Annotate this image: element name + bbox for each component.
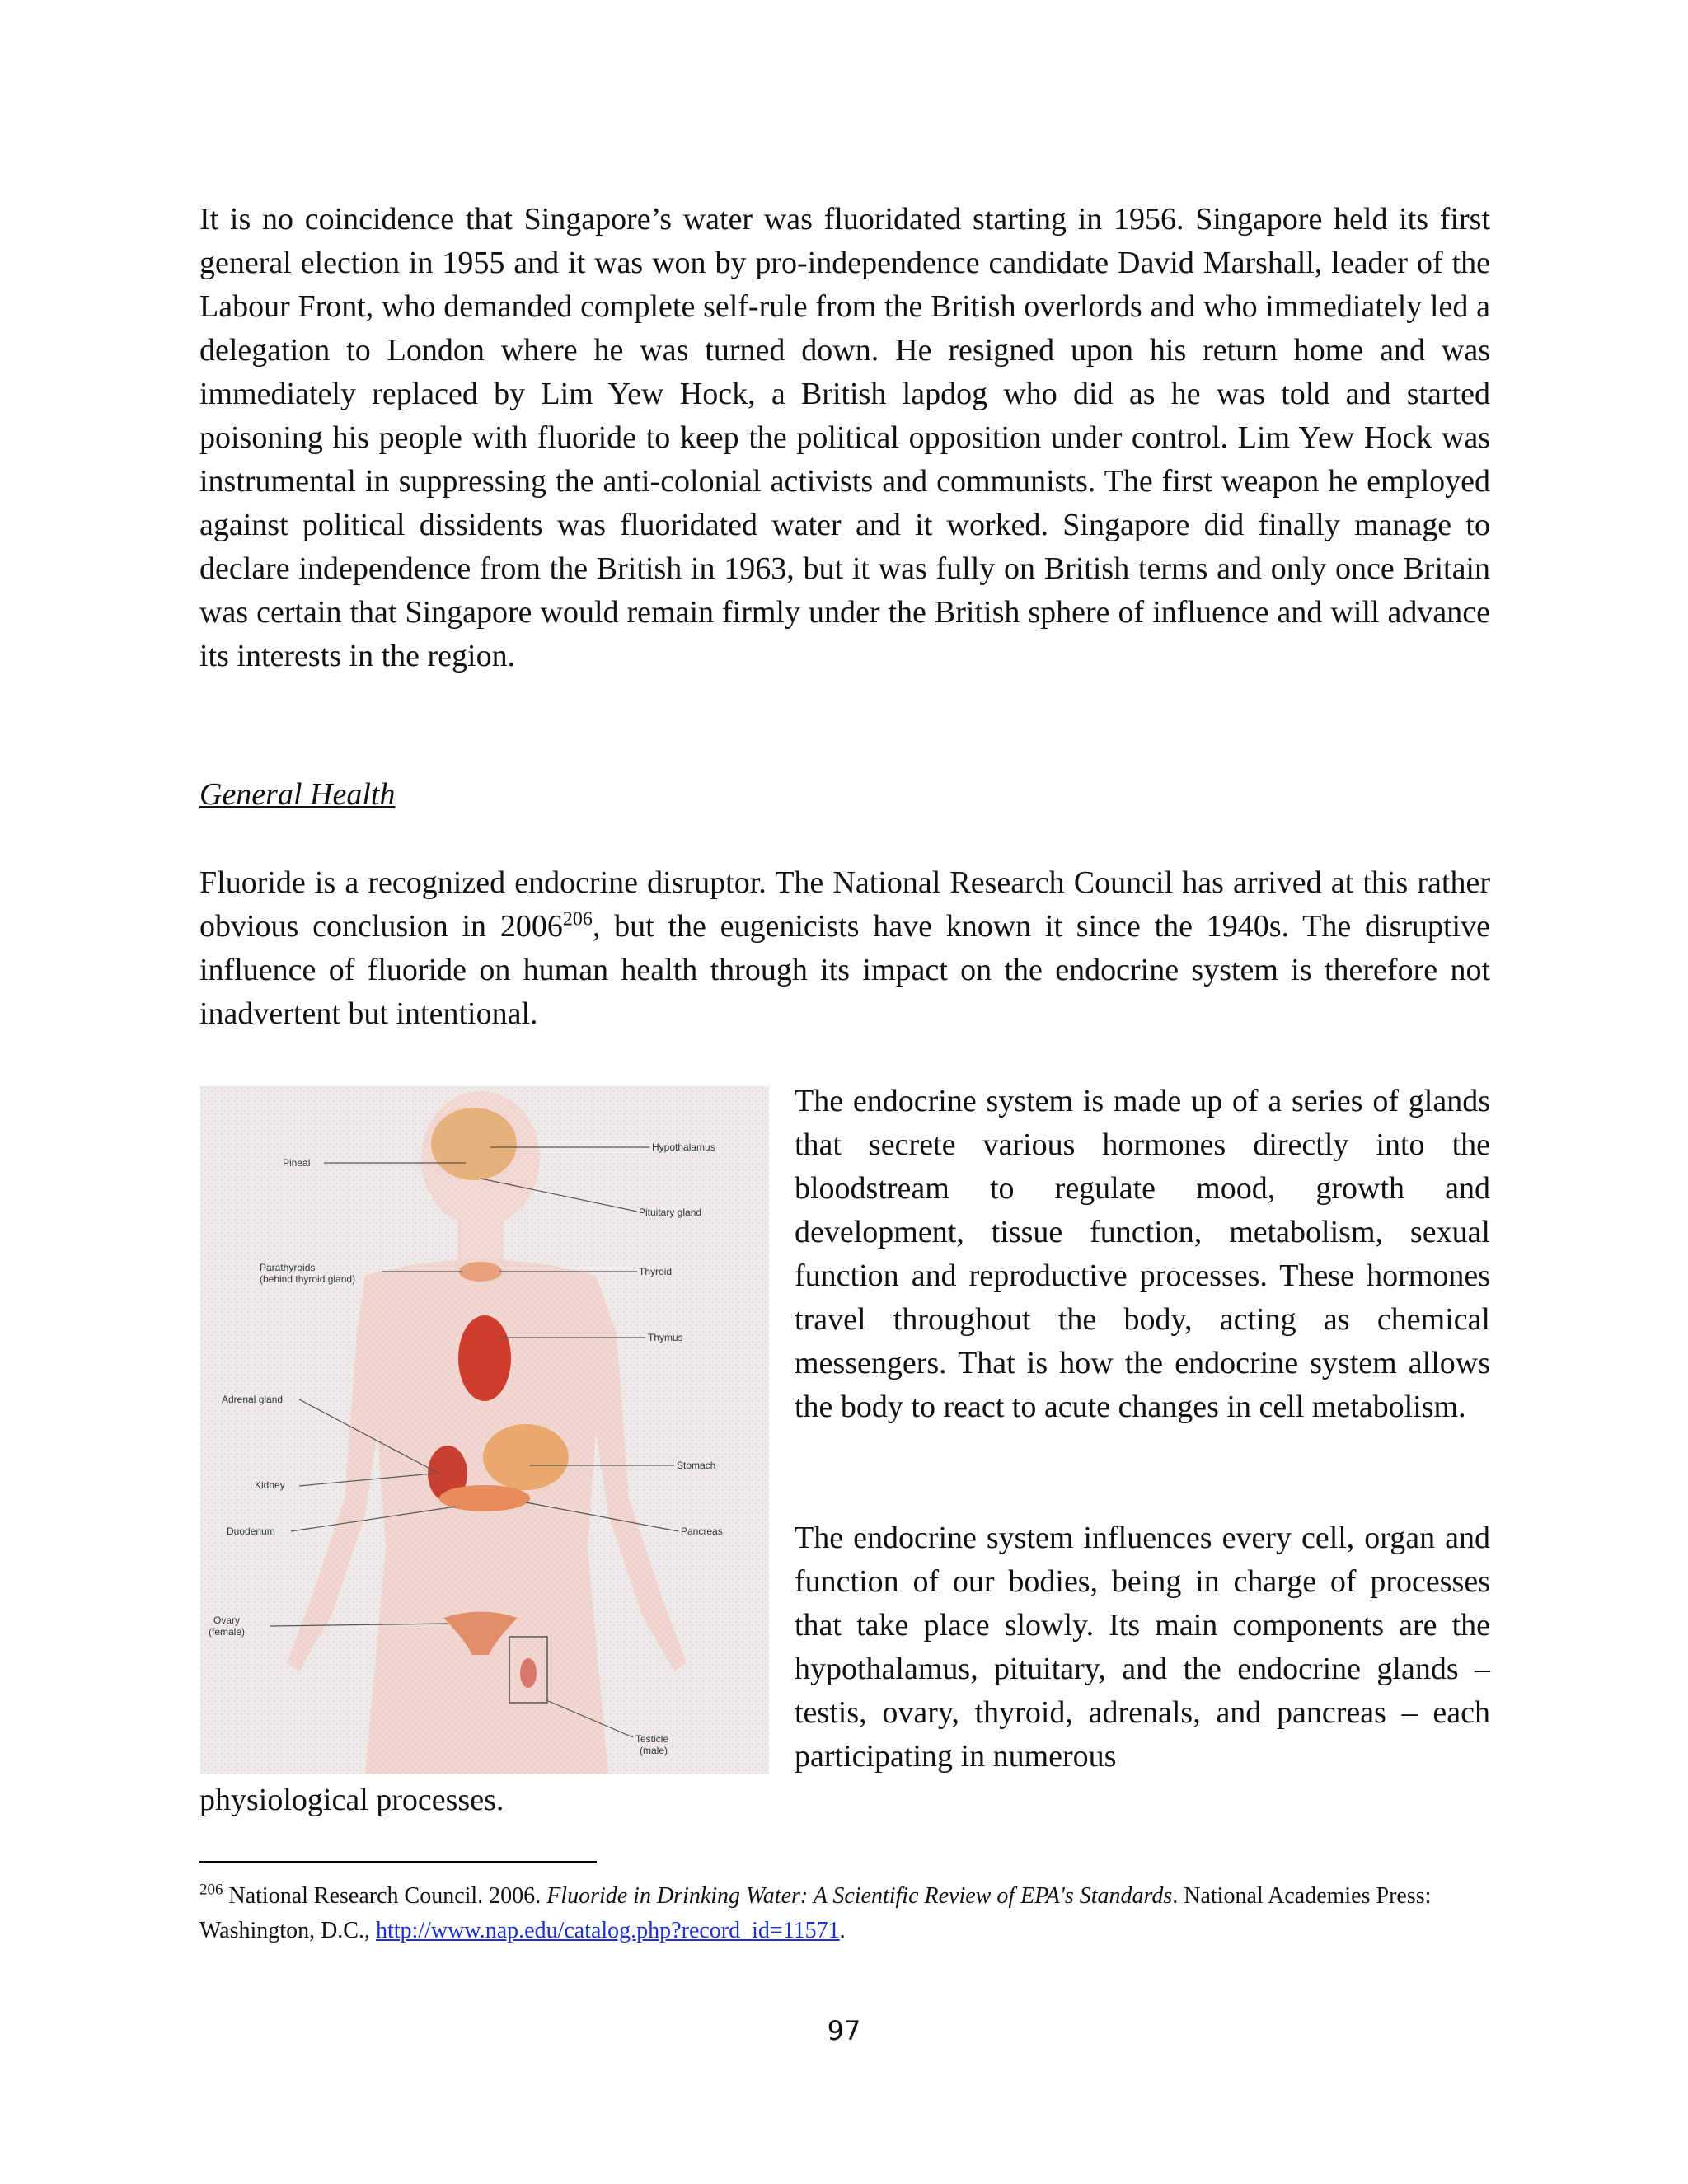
label-hypothalamus: Hypothalamus [652, 1141, 715, 1153]
label-pituitary: Pituitary gland [639, 1207, 702, 1218]
label-testicle: Testicle [635, 1733, 669, 1745]
label-testicle-sub: (male) [640, 1745, 668, 1756]
footnote-title: Fluoride in Drinking Water: A Scientific Review of EPA's Standards [546, 1883, 1173, 1909]
heart-shape [458, 1315, 511, 1401]
label-thyroid: Thyroid [639, 1266, 673, 1277]
brain-shape [431, 1108, 517, 1180]
label-pancreas: Pancreas [681, 1526, 723, 1537]
label-ovary: Ovary [213, 1615, 241, 1626]
paragraph-endocrine-system: The endocrine system is made up of a series of glands that secrete various hormones directly into the bloodstream to regulate mood, growth and development, tissue function, metabolism, sexual function and reproductive processes. These hormones travel throughout the body, acting as chemical messengers. That is how the endocrine system allows the body to react to acute changes in cell metabolism. [795, 1084, 1490, 1424]
stomach-shape [483, 1424, 569, 1490]
label-ovary-sub: (female) [209, 1626, 246, 1638]
section-heading: General Health [199, 777, 396, 812]
thyroid-shape [459, 1262, 502, 1282]
label-adrenal: Adrenal gland [222, 1394, 284, 1405]
paragraph-endocrine-influence: The endocrine system influences every cell, organ and function of our bodies, being in charge of processes that take place slowly. Its main components are the hypothalamus, pituitary, and the endocrine glands – testis, ovary, thyroid, adrenals, and pancreas – each participating in numerous [795, 1521, 1490, 1774]
paragraph-continuation: physiological processes. [199, 1783, 504, 1817]
endocrine-diagram-svg [200, 1086, 769, 1774]
label-parathyroids: Parathyroids [260, 1262, 316, 1273]
label-parathyroids-sub: (behind thyroid gland) [260, 1273, 356, 1285]
para2-text-b: , but the eugenicists have known it since the 1940s. The disruptive influence of fluoride on human health through its impact on the endocrine system is therefore not inadvertent but intentional. [199, 909, 1490, 1031]
footnote-text-a: National Research Council. 2006. [223, 1883, 547, 1909]
label-thymus: Thymus [648, 1332, 683, 1343]
body-silhouette [200, 1086, 769, 1774]
endocrine-diagram [200, 1086, 769, 1774]
label-kidney: Kidney [255, 1479, 285, 1491]
paragraph-singapore: It is no coincidence that Singapore’s water was fluoridated starting in 1956. Singapore held its first general election in 1955 and it was won by pro-independence candidate David Marshall, leader of the Labour Front, who demanded complete self-rule from the British overlords and who immediately led a delegation to London where he was turned down. He resigned upon his return home and was immediately replaced by Lim Yew Hock, a British lapdog who did as he was told and started poisoning his people with fluoride to keep the political opposition under control. Lim Yew Hock was instrumental in suppressing the anti-colonial activists and communists. The first weapon he employed against political dissidents was fluoridated water and it worked. Singapore did finally manage to declare independence from the British in 1963, but it was fully on British terms and only once Britain was certain that Singapore would remain firmly under the British sphere of influence and will advance its interests in the region. [199, 202, 1490, 673]
label-stomach: Stomach [677, 1460, 716, 1471]
label-pineal: Pineal [283, 1157, 311, 1169]
footnote-link[interactable]: http://www.nap.edu/catalog.php?record_id=11571 [375, 1918, 840, 1943]
footnote-number: 206 [199, 1881, 223, 1899]
footnote-text-b: . National Academies Press: Washington, D.C., [199, 1883, 1432, 1943]
testicle-shape [520, 1658, 537, 1688]
footnote-ref[interactable]: 206 [562, 908, 593, 930]
footnote-end: . [839, 1918, 846, 1943]
label-duodenum: Duodenum [227, 1526, 275, 1537]
para2-text-a: Fluoride is a recognized endocrine disruptor. The National Research Council has arrived at this rather obvious conclusion in 2006 [199, 865, 1490, 944]
page-number: 97 [827, 2015, 861, 2046]
footnote [199, 1879, 1490, 1948]
footnote-separator [199, 1861, 597, 1863]
paragraph-endocrine-disruptor [199, 861, 1490, 1036]
pancreas-shape [439, 1485, 530, 1511]
